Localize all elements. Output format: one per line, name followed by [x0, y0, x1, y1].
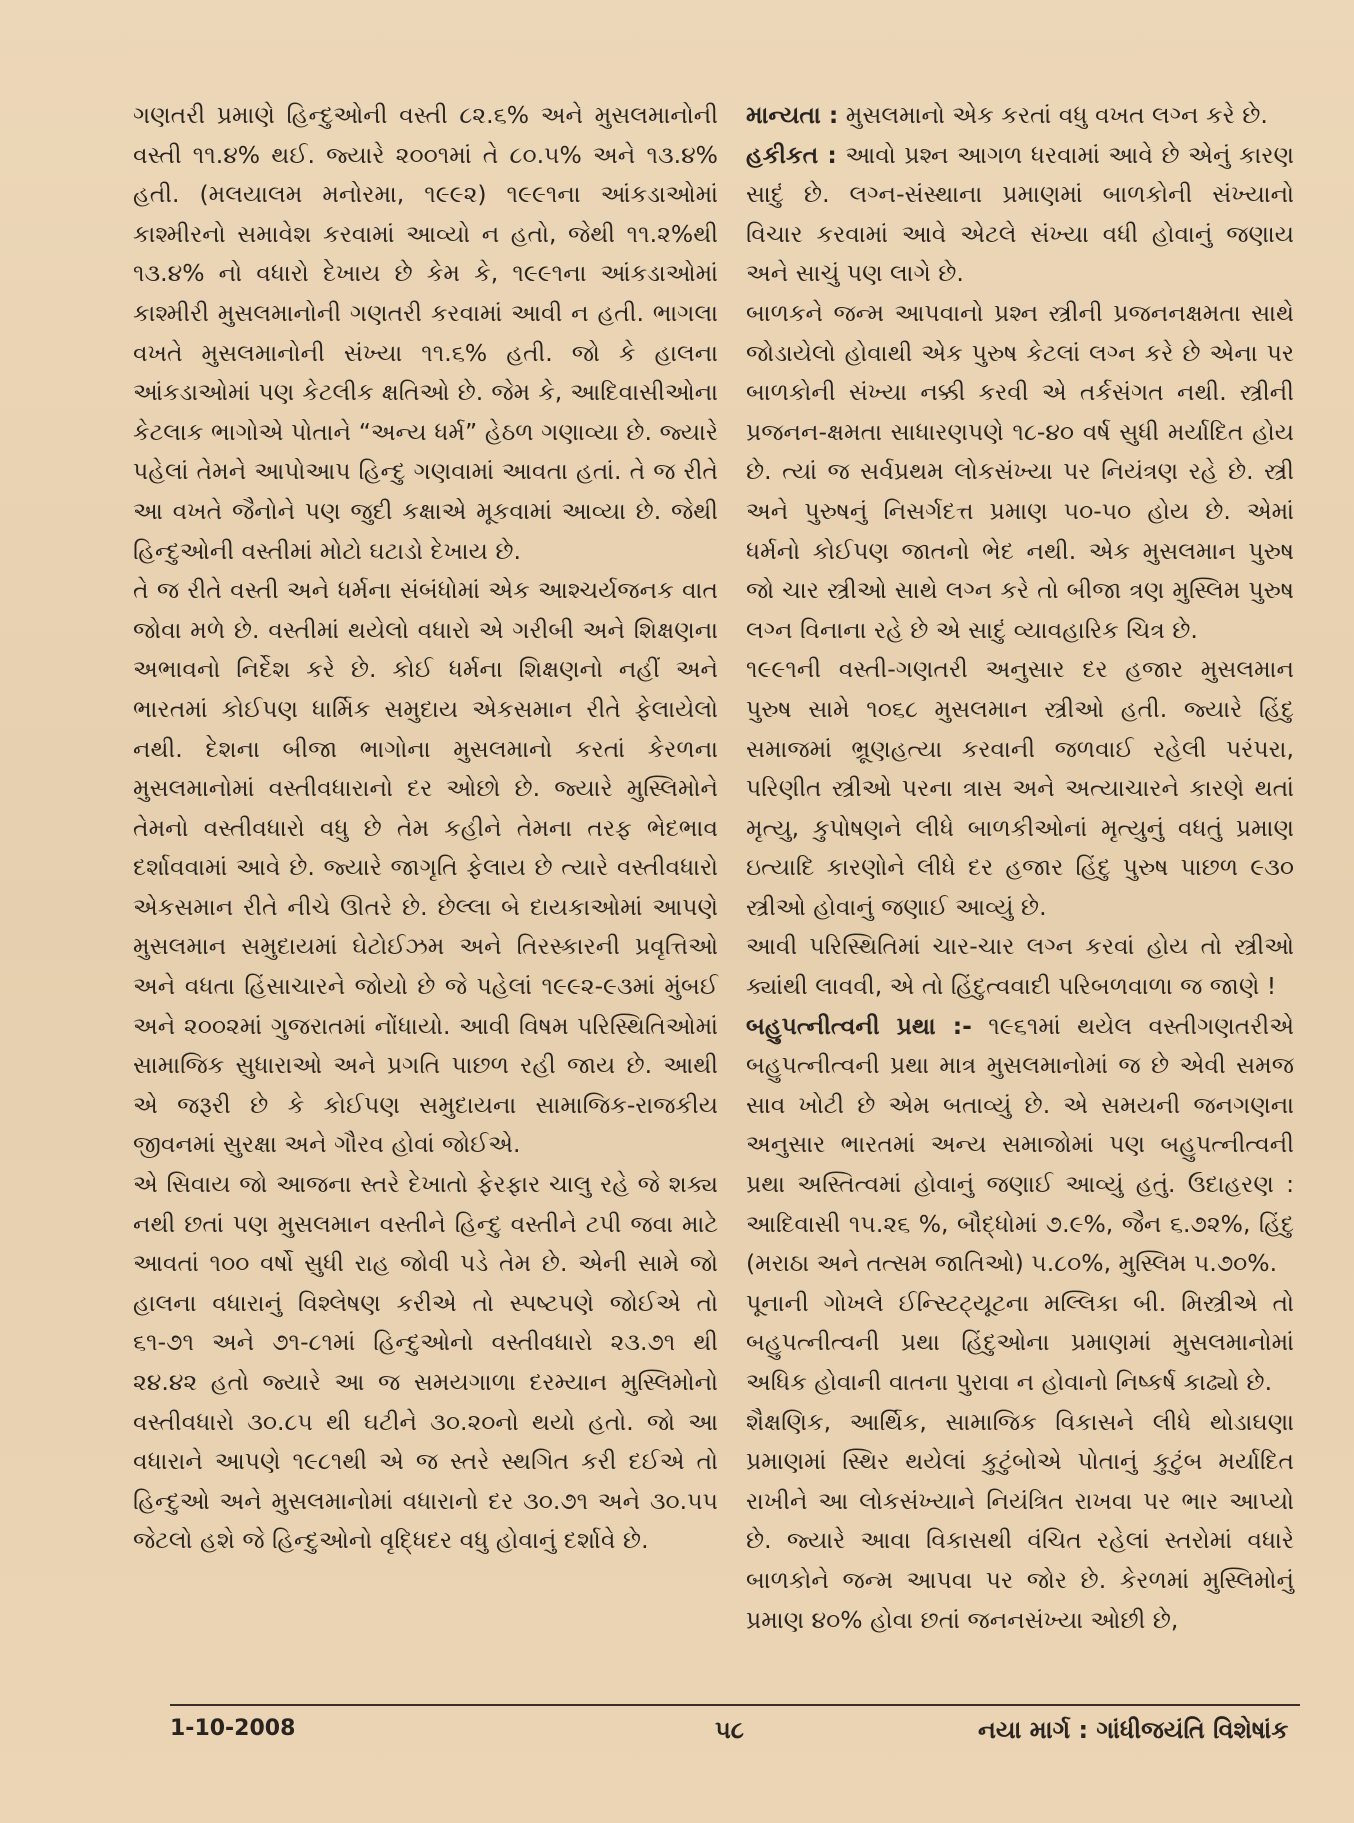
right-paragraph-7: શૈક્ષણિક, આર્થિક, સામાજિક વિકાસને લીધે થોડાઘણા પ્રમાણમાં સ્થિર થયેલાં કુટુંબોએ પોતાનું કુટુંબ મર્યાદિત રાખીને આ લોકસંખ્યાને નિયંત્રિત રાખવા પર ભાર આપ્યો છે. જ્યારે આવા વિકાસથી વંચિત રહેલાં સ્તરોમાં વધારે બાળકોને જન્મ આપવા પર જોર છે. કેરળમાં મુસ્લિમોનું પ્રમાણ ૪૦% હોવા છતાં જનનસંખ્યા ઓછી છે, — [746, 1407, 1294, 1634]
footer-rule — [170, 1704, 1300, 1706]
belief-paragraph — [746, 96, 1294, 136]
page-number: ૫૮ — [715, 1716, 744, 1744]
polygamy-paragraph — [746, 1007, 1294, 1284]
belief-label: માન્યતા : — [746, 101, 839, 129]
fact-text: આવો પ્રશ્ન આગળ ધરવામાં આવે છે એનું કારણ સાદું છે. લગ્ન-સંસ્થાના પ્રમાણમાં બાળકોની સંખ્યાનો વિચાર કરવામાં આવે એટલે સંખ્યા વધી હોવાનું જણાય અને સાચું પણ લાગે છે. — [746, 140, 1294, 288]
left-paragraph-1: ગણતરી પ્રમાણે હિન્દુઓની વસ્તી ૮૨.૬% અને મુસલમાનોની વસ્તી ૧૧.૪% થઈ. જ્યારે ૨૦૦૧માં તે ૮૦.૫% અને ૧૩.૪% હતી. (મલયાલમ મનોરમા, ૧૯૯૨) ૧૯૯૧ના આંકડાઓમાં કાશ્મીરનો સમાવેશ કરવામાં આવ્યો ન હતો, જેથી ૧૧.૨%થી ૧૩.૪% નો વધારો દેખાય છે કેમ કે, ૧૯૯૧ના આંકડાઓમાં કાશ્મીરી મુસલમાનોની ગણતરી કરવામાં આવી ન હતી. ભાગલા વખતે મુસલમાનોની સંખ્યા ૧૧.૬% હતી. જો કે હાલના આંકડાઓમાં પણ કેટલીક ક્ષતિઓ છે. જેમ કે, આદિવાસીઓના કેટલાક ભાગોએ પોતાને “અન્ય ધર્મ” હેઠળ ગણાવ્યા છે. જ્યારે પહેલાં તેમને આપોઆપ હિન્દુ ગણવામાં આવતા હતાં. તે જ રીતે આ વખતે જૈનોને પણ જુદી કક્ષાએ મૂકવામાં આવ્યા છે. જેથી હિન્દુઓની વસ્તીમાં મોટો ઘટાડો દેખાય છે. — [133, 101, 718, 565]
right-column — [746, 96, 1294, 1640]
right-paragraph-6: પૂનાની ગોખલે ઈન્સ્ટિટ્યૂટના મલ્લિકા બી. મિસ્ત્રીએ તો બહુપત્નીત્વની પ્રથા હિંદુઓના પ્રમાણમાં મુસલમાનોમાં અધિક હોવાની વાતના પુરાવા ન હોવાનો નિષ્કર્ષ કાઢ્યો છે. — [746, 1288, 1294, 1396]
magazine-title: નયા માર્ગ : ગાંધીજયંતિ વિશેષાંક — [978, 1716, 1289, 1744]
right-paragraph-2: બાળકને જન્મ આપવાનો પ્રશ્ન સ્ત્રીની પ્રજનનક્ષમતા સાથે જોડાયેલો હોવાથી એક પુરુષ કેટલાં લગ્ન કરે છે એના પર બાળકોની સંખ્યા નક્કી કરવી એ તર્કસંગત નથી. સ્ત્રીની પ્રજનન-ક્ષમતા સાધારણપણે ૧૮-૪૦ વર્ષ સુધી મર્યાદિત હોય છે. ત્યાં જ સર્વપ્રથમ લોકસંખ્યા પર નિયંત્રણ રહે છે. સ્ત્રી અને પુરુષનું નિસર્ગદત્ત પ્રમાણ ૫૦-૫૦ હોય છે. એમાં ધર્મનો કોઈપણ જાતનો ભેદ નથી. એક મુસલમાન પુરુષ જો ચાર સ્ત્રીઓ સાથે લગ્ન કરે તો બીજા ત્રણ મુસ્લિમ પુરુષ લગ્ન વિનાના રહે છે એ સાદું વ્યાવહારિક ચિત્ર છે. — [746, 298, 1294, 644]
polygamy-text: ૧૯૬૧માં થયેલ વસ્તીગણતરીએ બહુપત્નીત્વની પ્રથા માત્ર મુસલમાનોમાં જ છે એવી સમજ સાવ ખોટી છે એમ બતાવ્યું છે. એ સમયની જનગણના અનુસાર ભારતમાં અન્ય સમાજોમાં પણ બહુપત્નીત્વની પ્રથા અસ્તિત્વમાં હોવાનું જણાઈ આવ્યું હતું. ઉદાહરણ : આદિવાસી ૧૫.૨૬ %, બૌદ્ધોમાં ૭.૯%, જૈન ૬.૭૨%, હિંદુ (મરાઠા અને તત્સમ જાતિઓ) ૫.૮૦%, મુસ્લિમ ૫.૭૦%. — [746, 1011, 1294, 1278]
footer-date: 1-10-2008 — [170, 1716, 296, 1741]
left-paragraph-2: તે જ રીતે વસ્તી અને ધર્મના સંબંધોમાં એક આશ્ચર્યજનક વાત જોવા મળે છે. વસ્તીમાં થયેલો વધારો એ ગરીબી અને શિક્ષણના અભાવનો નિર્દેશ કરે છે. કોઈ ધર્મના શિક્ષણનો નહીં અને ભારતમાં કોઈપણ ધાર્મિક સમુદાય એકસમાન રીતે ફેલાયેલો નથી. દેશના બીજા ભાગોના મુસલમાનો કરતાં કેરળના મુસલમાનોમાં વસ્તીવધારાનો દર ઓછો છે. જ્યારે મુસ્લિમોને તેમનો વસ્તીવધારો વધુ છે તેમ કહીને તેમના તરફ ભેદભાવ દર્શાવવામાં આવે છે. જ્યારે જાગૃતિ ફેલાય છે ત્યારે વસ્તીવધારો એકસમાન રીતે નીચે ઊતરે છે. છેલ્લા બે દાયકાઓમાં આપણે મુસલમાન સમુદાયમાં ઘેટોઈઝમ અને તિરસ્કારની પ્રવૃત્તિઓ અને વધતા હિંસાચારને જોયો છે જે પહેલાં ૧૯૯૨-૯૩માં મુંબઈ અને ૨૦૦૨માં ગુજરાતમાં નોંધાયો. આવી વિષમ પરિસ્થિતિઓમાં સામાજિક સુધારાઓ અને પ્રગતિ પાછળ રહી જાય છે. આથી એ જરૂરી છે કે કોઈપણ સમુદાયના સામાજિક-રાજકીય જીવનમાં સુરક્ષા અને ગૌરવ હોવાં જોઈએ. — [133, 576, 718, 1159]
left-paragraph-3: એ સિવાય જો આજના સ્તરે દેખાતો ફેરફાર ચાલુ રહે જે શક્ય નથી છતાં પણ મુસલમાન વસ્તીને હિન્દુ વસ્તીને ટપી જવા માટે આવતાં ૧૦૦ વર્ષો સુધી રાહ જોવી પડે તેમ છે. એની સામે જો હાલના વધારાનું વિશ્લેષણ કરીએ તો સ્પષ્ટપણે જોઈએ તો ૬૧-૭૧ અને ૭૧-૮૧માં હિન્દુઓનો વસ્તીવધારો ૨૩.૭૧ થી ૨૪.૪૨ હતો જ્યારે આ જ સમયગાળા દરમ્યાન મુસ્લિમોનો વસ્તીવધારો ૩૦.૮૫ થી ઘટીને ૩૦.૨૦નો થયો હતો. જો આ વધારાને આપણે ૧૯૮૧થી એ જ સ્તરે સ્થગિત કરી દઈએ તો હિન્દુઓ અને મુસલમાનોમાં વધારાનો દર ૩૦.૭૧ અને ૩૦.૫૫ જેટલો હશે જે હિન્દુઓનો વૃદ્ધિદર વધુ હોવાનું દર્શાવે છે. — [133, 1170, 718, 1555]
right-paragraph-4: આવી પરિસ્થિતિમાં ચાર-ચાર લગ્ન કરવાં હોય તો સ્ત્રીઓ ક્યાંથી લાવવી, એ તો હિંદુત્વવાદી પરિબળવાળા જ જાણે ! — [746, 932, 1294, 1001]
belief-text: મુસલમાનો એક કરતાં વધુ વખત લગ્ન કરે છે. — [845, 101, 1268, 129]
polygamy-label: બહુપત્નીત્વની પ્રથા :- — [746, 1011, 972, 1040]
left-column — [133, 96, 718, 1561]
fact-label: હકીકત : — [746, 140, 837, 169]
fact-paragraph — [746, 136, 1294, 294]
right-paragraph-3: ૧૯૯૧ની વસ્તી-ગણતરી અનુસાર દર હજાર મુસલમાન પુરુષ સામે ૧૦૬૮ મુસલમાન સ્ત્રીઓ હતી. જ્યારે હિંદુ સમાજમાં ભ્રૂણહત્યા કરવાની જળવાઈ રહેલી પરંપરા, પરિણીત સ્ત્રીઓ પરના ત્રાસ અને અત્યાચારને કારણે થતાં મૃત્યુ, કુપોષણને લીધે બાળકીઓનાં મૃત્યુનું વધતું પ્રમાણ ઇત્યાદિ કારણોને લીધે દર હજાર હિંદુ પુરુષ પાછળ ૯૩૦ સ્ત્રીઓ હોવાનું જણાઈ આવ્યું છે. — [746, 655, 1294, 921]
